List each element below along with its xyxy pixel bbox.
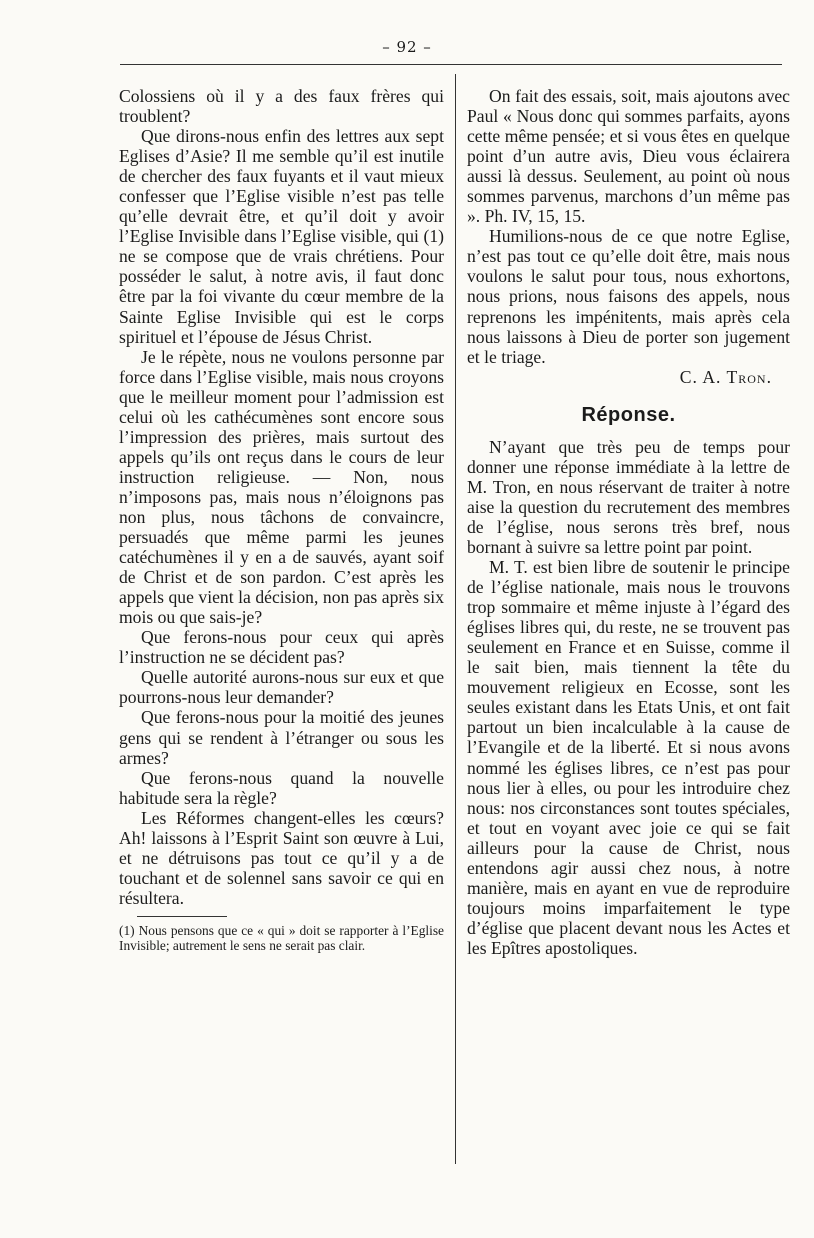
left-column — [119, 86, 444, 953]
paragraph: Colossiens où il y a des faux frères qui troublent? — [119, 86, 444, 127]
footnote: (1) Nous pensons que ce « qui » doit se rapporter à l’Eglise Invisible; autrement le sens ne serait pas clair. — [119, 922, 444, 953]
paragraph: Que ferons-nous quand la nouvelle habitude sera la règle? — [119, 767, 444, 808]
paragraph: N’ayant que très peu de temps pour donner une réponse immédiate à la lettre de M. Tron, en nous réservant de traiter à notre aise la question du recrutement des membres de l’église, nous serons très bref, nous bornant à suivre sa lettre point par point. — [467, 436, 790, 557]
paragraph: Que ferons-nous pour la moitié des jeunes gens qui se rendent à l’étranger ou sous les armes? — [119, 707, 444, 768]
paragraph: Que dirons-nous enfin des lettres aux sept Eglises d’Asie? Il me semble qu’il est inutile de chercher des faux fuyants et il vaut mieux confesser que l’Eglise visible n’est pas telle qu’elle devrait être, et qu’il doit y avoir l’Eglise Invisible dans l’Eglise visible, qui (1) ne se compose que de vrais chrétiens. Pour posséder le salut, à notre avis, il faut donc être par la foi vivante du cœur membre de la Sainte Eglise Invisible qui est le corps spirituel et l’épouse de Jésus Christ. — [119, 126, 444, 347]
right-column — [467, 86, 790, 958]
paragraph: Je le répète, nous ne voulons personne par force dans l’Eglise visible, mais nous croyons que le meilleur moment pour l’admission est celui où les cathécumènes sont encore sous l’impression des prières, mais surtout des appels qu’ils ont reçus dans le cours de leur instruction religieuse. — Non, nous n’imposons pas, mais nous n’éloignons pas non plus, nous tâchons de convaincre, persuadés que même parmi les jeunes catéchumènes il y en a de sauvés, ayant soif de Christ et de son pardon. C’est après les appels que vient la décision, non pas après six mois ou que sais-je? — [119, 346, 444, 628]
paragraph: Humilions-nous de ce que notre Eglise, n’est pas tout ce qu’elle doit être, mais nous voulons le salut pour tous, nous exhortons, nous prions, nous faisons des appels, nous reprenons les impénitents, mais après cela nous laissons à Dieu de porter son jugement et le triage. — [467, 226, 790, 367]
signature-text: C. A. Tron. — [679, 366, 772, 387]
paragraph: On fait des essais, soit, mais ajoutons avec Paul « Nous donc qui sommes parfaits, ayons cette même pensée; et si vous êtes en quelque point d’un autre avis, Dieu vous éclairera aussi là dessus. Seulement, au point où nous sommes parvenus, marchons d’un même pas ». Ph. IV, 15, 15. — [467, 86, 790, 227]
signature — [467, 367, 790, 387]
paragraph: Que ferons-nous pour ceux qui après l’instruction ne se décident pas? — [119, 627, 444, 668]
column-divider — [455, 74, 456, 1164]
header-rule — [120, 64, 782, 65]
paragraph: Quelle autorité aurons-nous sur eux et que pourrons-nous leur demander? — [119, 667, 444, 708]
section-heading: Réponse. — [581, 403, 676, 426]
paragraph: M. T. est bien libre de soutenir le principe de l’église nationale, mais nous le trouvons trop sommaire et même injuste à l’égard des églises libres qui, du reste, ne se trouvent pas seulement en France et en Suisse, comme il le sait bien, mais tiennent la tête du mouvement religieux en Ecosse, sont les seules existant dans les Etats Unis, et ont fait partout un bien incalculable à la cause de l’Evangile et de la liberté. Et si nous avons nommé les églises libres, ce n’est pas pour nous lier à elles, ou pour les introduire chez nous: nos circonstances sont toutes spéciales, et tout en voyant avec joie ce qui se fait ailleurs pour la cause de Christ, nous entendons agir aussi chez nous, à notre manière, mais en ayant en vue de reproduire toujours moins imparfaitement le type d’église que placent devant nous les Actes et les Epîtres apostoliques. — [467, 557, 790, 958]
footnote-rule — [137, 916, 227, 917]
paragraph: Les Réformes changent-elles les cœurs? Ah! laissons à l’Esprit Saint son œuvre à Lui, et ne détruisons pas tout ce qu’il y a de touchant et de solennel sans savoir ce qui en résultera. — [119, 807, 444, 908]
page-number: – 92 – — [382, 38, 432, 56]
